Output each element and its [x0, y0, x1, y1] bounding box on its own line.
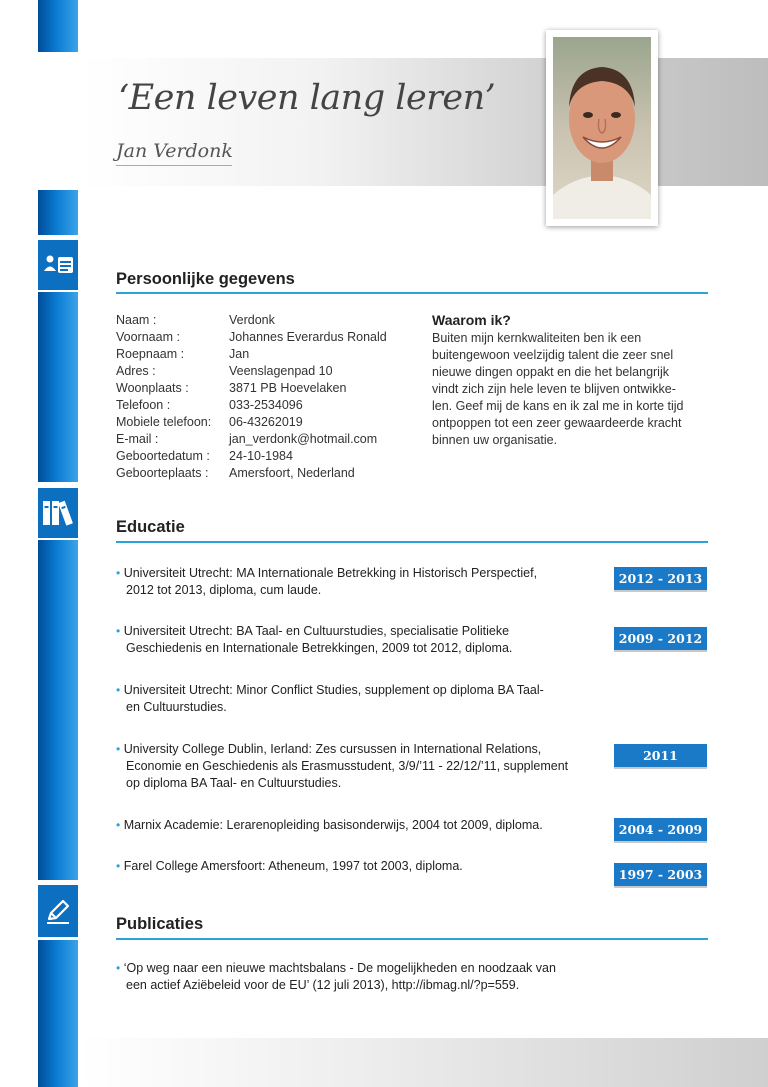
field-value: Amersfoort, Nederland [229, 466, 355, 480]
id-card-icon [38, 240, 78, 290]
publication-text: een actief Aziëbeleid voor de EU’ (12 juli 2013), http://ibmag.nl/?p=559. [126, 978, 520, 992]
why-text-line: vindt zich zijn hele leven te blijven ontwikke- [432, 382, 676, 396]
education-text: Universiteit Utrecht: BA Taal- en Cultuurstudies, specialisatie Politieke [123, 624, 510, 638]
why-text-line: nieuwe dingen oppakt en die het belangrijk [432, 365, 669, 379]
bullet: • [116, 624, 121, 638]
email-link[interactable]: jan_verdonk@hotmail.com [229, 432, 378, 446]
publication-item [116, 960, 556, 977]
field-label: Woonplaats : [116, 381, 189, 395]
field-value: Verdonk [229, 313, 275, 327]
year-badge: 2012 - 2013 [614, 567, 707, 590]
candidate-name: Jan Verdonk [116, 140, 233, 162]
education-item [116, 817, 543, 834]
publication-text: ‘Op weg naar een nieuwe machtsbalans - De mogelijkheden en noodzaak van [123, 961, 556, 975]
portrait-image [553, 37, 651, 219]
page-title: ‘Een leven lang leren’ [118, 78, 496, 118]
why-text-line: Buiten mijn kernkwaliteiten ben ik een [432, 331, 642, 345]
name-underline [116, 165, 232, 166]
field-value: Johannes Everardus Ronald [229, 330, 387, 344]
bullet: • [116, 859, 121, 873]
why-text-line: binnen uw organisatie. [432, 433, 558, 447]
section-heading-personal: Persoonlijke gegevens [116, 270, 295, 288]
sidebar-bar [38, 940, 78, 1087]
field-label: Geboortedatum : [116, 449, 210, 463]
education-text: 2012 tot 2013, diploma, cum laude. [126, 583, 322, 597]
year-badge: 2011 [614, 744, 707, 767]
bullet: • [116, 818, 121, 832]
pencil-icon [38, 885, 78, 937]
education-text: Universiteit Utrecht: Minor Conflict Studies, supplement op diploma BA Taal- [123, 683, 544, 697]
field-label: Telefoon : [116, 398, 171, 412]
why-text-line: buitengewoon veelzijdig talent die zeer snel [432, 348, 674, 362]
bullet: • [116, 683, 121, 697]
education-item [116, 623, 509, 640]
sidebar-bar [38, 190, 78, 235]
why-text-line: len. Geef mij de kans en ik zal me in korte tijd [432, 399, 684, 413]
education-text: Universiteit Utrecht: MA Internationale Betrekking in Historisch Perspectief, [123, 566, 538, 580]
section-heading-publications: Publicaties [116, 915, 204, 933]
section-rule [116, 541, 708, 543]
bullet: • [116, 566, 121, 580]
sidebar-bar [38, 540, 78, 880]
field-label: Naam : [116, 313, 157, 327]
year-badge: 2004 - 2009 [614, 818, 707, 841]
education-item [116, 741, 541, 758]
books-icon [38, 488, 78, 538]
education-text: Marnix Academie: Lerarenopleiding basisonderwijs, 2004 tot 2009, diploma. [123, 818, 543, 832]
footer-band [80, 1038, 768, 1087]
why-heading: Waarom ik? [432, 312, 511, 328]
field-value: Jan [229, 347, 250, 361]
profile-photo [546, 30, 658, 226]
education-text: Farel College Amersfoort: Atheneum, 1997 tot 2003, diploma. [123, 859, 463, 873]
education-text: Economie en Geschiedenis als Erasmusstudent, 3/9/’11 - 22/12/’11, supplement [126, 759, 569, 773]
section-heading-education: Educatie [116, 518, 185, 536]
sidebar-bar-top [38, 0, 78, 52]
field-label: Adres : [116, 364, 156, 378]
field-label: Voornaam : [116, 330, 180, 344]
why-text-line: ontpoppen tot een zeer gewaardeerde kracht [432, 416, 682, 430]
sidebar-bar [38, 292, 78, 482]
education-item [116, 858, 463, 875]
field-value: 24-10-1984 [229, 449, 293, 463]
field-value: Veenslagenpad 10 [229, 364, 333, 378]
field-value: 033-2534096 [229, 398, 303, 412]
field-label: Roepnaam : [116, 347, 185, 361]
education-text: Geschiedenis en Internationale Betrekkingen, 2009 tot 2012, diploma. [126, 641, 513, 655]
field-label: Mobiele telefoon: [116, 415, 212, 429]
bullet: • [116, 742, 121, 756]
education-text: op diploma BA Taal- en Cultuurstudies. [126, 776, 342, 790]
field-label: Geboorteplaats : [116, 466, 209, 480]
education-item [116, 682, 544, 699]
education-text: University College Dublin, Ierland: Zes cursussen in International Relations, [123, 742, 542, 756]
section-rule [116, 938, 708, 940]
bullet: • [116, 961, 121, 975]
education-item [116, 565, 537, 582]
education-text: en Cultuurstudies. [126, 700, 227, 714]
section-rule [116, 292, 708, 294]
field-label: E-mail : [116, 432, 159, 446]
field-value: 3871 PB Hoevelaken [229, 381, 347, 395]
year-badge: 1997 - 2003 [614, 863, 707, 886]
year-badge: 2009 - 2012 [614, 627, 707, 650]
field-value: 06-43262019 [229, 415, 303, 429]
